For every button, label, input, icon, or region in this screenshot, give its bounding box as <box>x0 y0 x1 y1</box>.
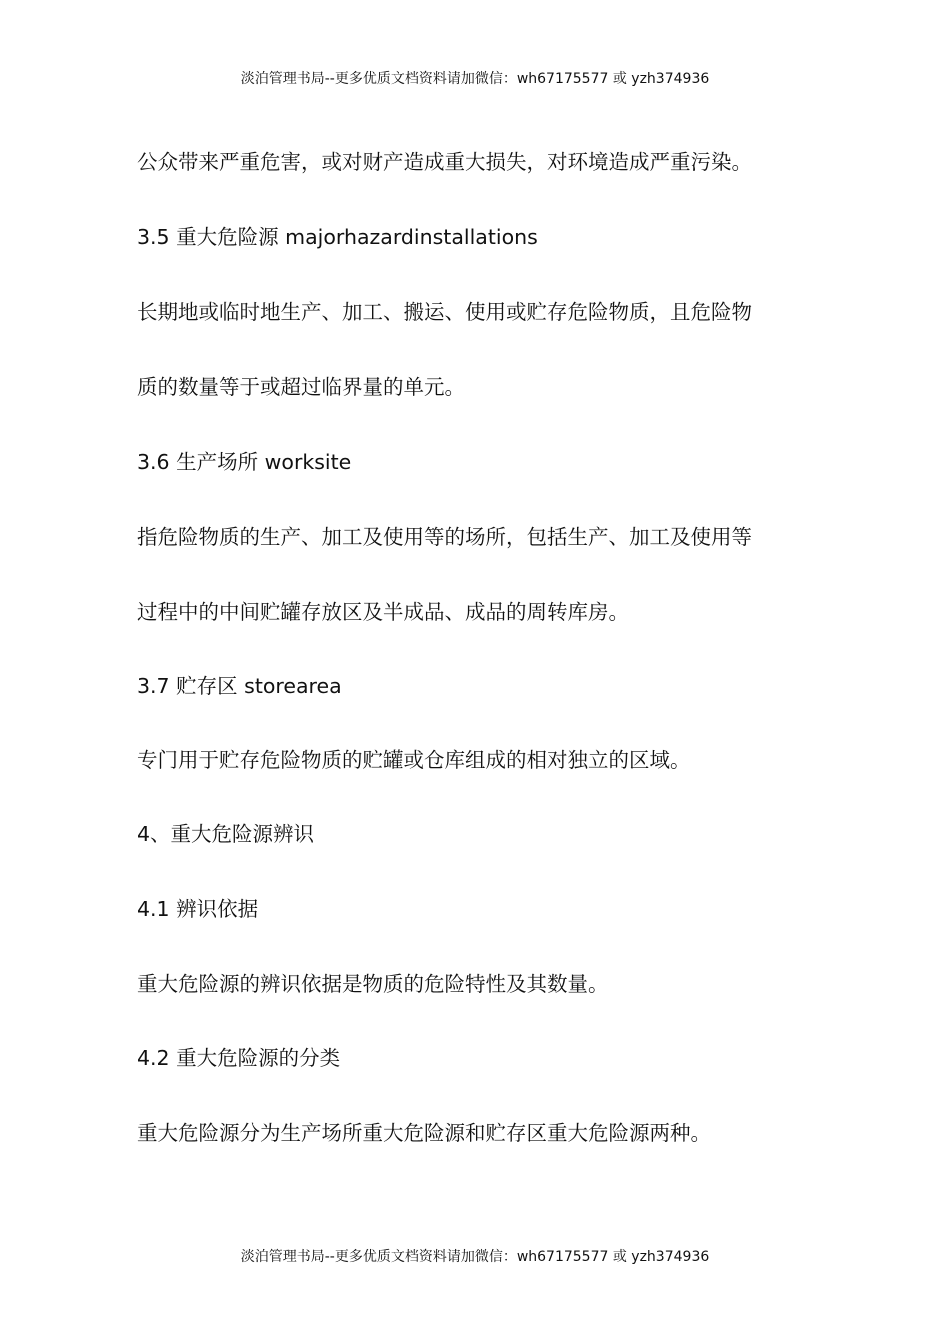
page-footer: 淡泊管理书局--更多优质文档资料请加微信：wh67175577 或 yzh374936 <box>240 1249 710 1265</box>
body-paragraph: 专门用于贮存危险物质的贮罐或仓库组成的相对独立的区域。 <box>137 748 691 772</box>
page-header: 淡泊管理书局--更多优质文档资料请加微信：wh67175577 或 yzh374936 <box>240 71 710 87</box>
body-paragraph: 过程中的中间贮罐存放区及半成品、成品的周转库房。 <box>137 600 629 624</box>
body-paragraph: 重大危险源的辨识依据是物质的危险特性及其数量。 <box>137 972 609 996</box>
body-paragraph: 长期地或临时地生产、加工、搬运、使用或贮存危险物质，且危险物 <box>137 300 752 324</box>
section-heading-4-2: 4.2 重大危险源的分类 <box>137 1046 341 1070</box>
body-paragraph: 指危险物质的生产、加工及使用等的场所，包括生产、加工及使用等 <box>137 525 752 549</box>
section-heading-3-6: 3.6 生产场所 worksite <box>137 450 352 474</box>
section-heading-3-5: 3.5 重大危险源 majorhazardinstallations <box>137 225 538 249</box>
section-heading-4-1: 4.1 辨识依据 <box>137 897 259 921</box>
body-paragraph: 重大危险源分为生产场所重大危险源和贮存区重大危险源两种。 <box>137 1121 711 1145</box>
body-paragraph: 公众带来严重危害，或对财产造成重大损失，对环境造成严重污染。 <box>137 150 752 174</box>
body-paragraph: 质的数量等于或超过临界量的单元。 <box>137 375 465 399</box>
section-heading-4: 4、重大危险源辨识 <box>137 822 315 846</box>
section-heading-3-7: 3.7 贮存区 storearea <box>137 674 342 698</box>
